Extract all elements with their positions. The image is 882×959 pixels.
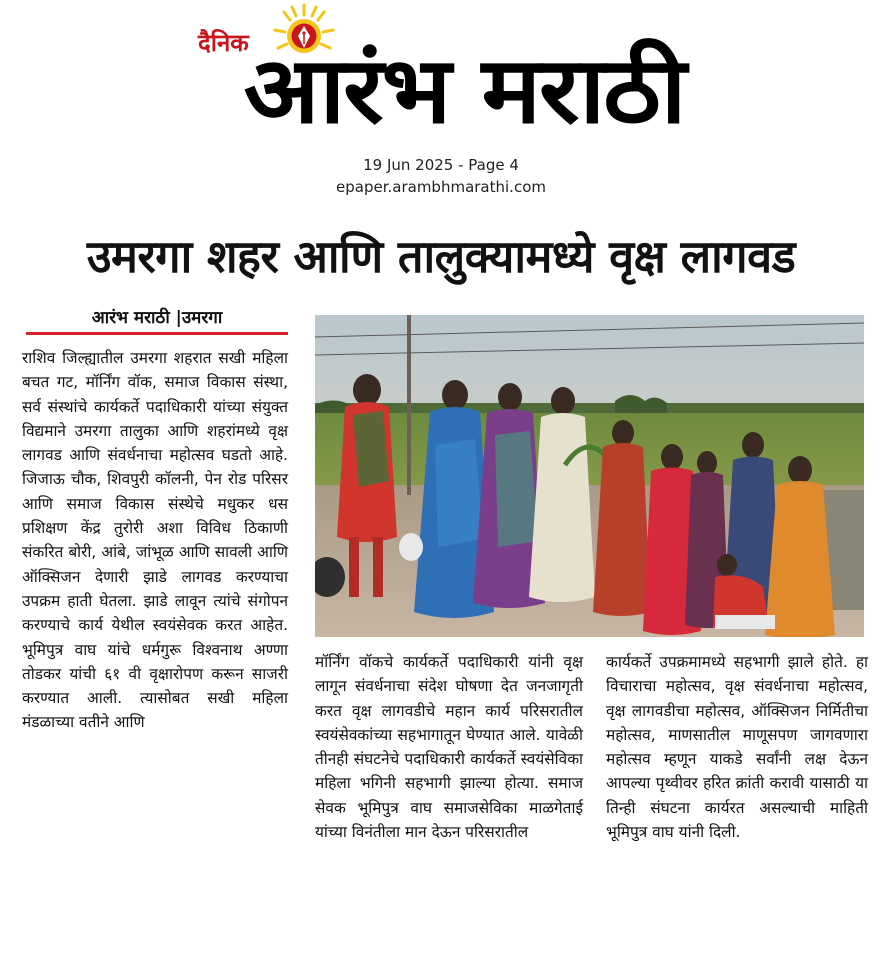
masthead-prefix: दैनिक: [198, 29, 249, 57]
masthead-title: आरंभ मराठी: [243, 37, 685, 144]
edition-date-page: 19 Jun 2025 - Page 4: [363, 156, 519, 174]
article-column-1: राशिव जिल्ह्यातील उमरगा शहरात सखी महिला बचत गट, मॉर्निंग वॉक, समाज विकास संस्था, सर्व संस्थांचे कार्यकर्ते पदाधिकारी यांच्या संयुक्त विद्यमाने उमरगा तालुका आणि शहरांमध्ये वृक्ष लागवड आणि संवर्धनाचा महोत्सव घडतो आहे. जिजाऊ चौक, शिवपुरी कॉलनी, पेन रोड परिसर आणि समाज विकास संस्थेचे मधुकर धस प्रशिक्षण केंद्र तुरोरी अशा विविध ठिकाणी संकरित बोरी, आंबे, जांभूळ आणि सावली आणि ऑक्सिजन देणारी झाडे लागवड करण्याचा उपक्रम हाती घेतला. झाडे लावून त्यांचे संगोपन करण्याचे कार्य येथील स्वयंसेवक करत आहेत. भूमिपुत्र वाघ यांचे धर्मगुरू विश्वनाथ अण्णा तोडकर यांची ६१ वी वृक्षारोपण करून साजरी करण्यात आली. त्यासोबत सखी महिला मंडळाच्या वतीने आणि: [22, 349, 288, 732]
article-column-2: मॉर्निंग वॉकचे कार्यकर्ते पदाधिकारी यांनी वृक्ष लागून संवर्धनाचा संदेश घोषणा देत जनजागृती करत वृक्ष लागवडीचे महान कार्य परिसरातील स्वयंसेवकांच्या सहभागातून घेण्यात आले. यावेळी तीनही संघटनेचे पदाधिकारी कार्यकर्ते स्वयंसेविका महिला भगिनी सहभागी झाल्या होत्या. समाज सेवक भूमिपुत्र वाघ समाजसेविका माळगेताई यांच्या विनंतीला मान देऊन परिसरातील: [315, 653, 583, 842]
article-headline: उमरगा शहर आणि तालुक्यामध्ये वृक्ष लागवड: [86, 230, 796, 283]
article-photo: [315, 315, 864, 637]
article-column-3: कार्यकर्ते उपक्रमामध्ये सहभागी झाले होते. हा विचाराचा महोत्सव, वृक्ष संवर्धनाचा महोत्सव, वृक्ष लागवडीचा महोत्सव, ऑक्सिजन निर्मितीचा महोत्सव, माणसातील माणूसपण जागवणारा महोत्सव म्हणून याकडे सर्वांनी लक्ष देऊन आपल्या पृथ्वीवर हरित क्रांती करावी यासाठी या तिन्ही संघटना कार्यरत असल्याची माहिती भूमिपुत्र वाघ यांनी दिली.: [606, 653, 868, 842]
epaper-url: epaper.arambhmarathi.com: [336, 178, 546, 196]
article-byline: आरंभ मराठी |उमरगा: [26, 304, 288, 335]
masthead: [0, 0, 882, 200]
